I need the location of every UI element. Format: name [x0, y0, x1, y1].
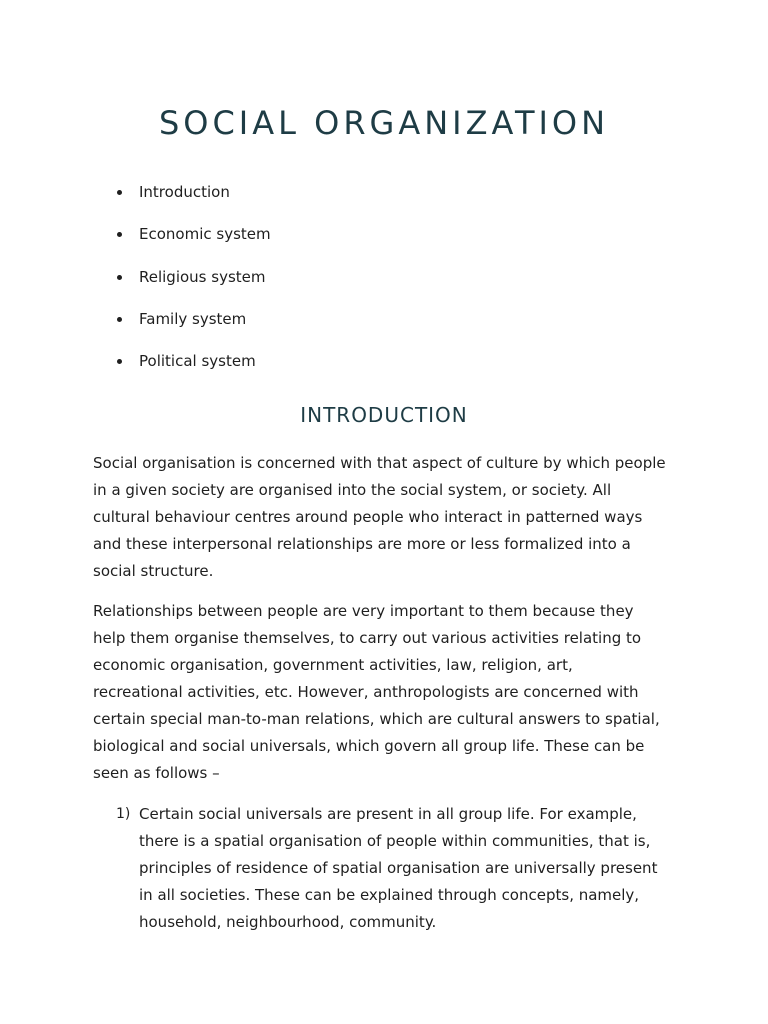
text-line: social structure.: [93, 562, 214, 580]
bullet-icon: [117, 190, 122, 195]
numbered-item-text: [139, 801, 699, 936]
list-item-label: Introduction: [139, 183, 230, 201]
list-item: [139, 266, 271, 288]
text-line: economic organisation, government activities, law, religion, art,: [93, 656, 573, 674]
list-item-label: Political system: [139, 352, 256, 371]
text-line: certain special man-to-man relations, which are cultural answers to spatial,: [93, 710, 660, 728]
text-line: seen as follows –: [93, 764, 220, 782]
text-line: there is a spatial organisation of people within communities, that is,: [139, 832, 651, 850]
list-item: [139, 181, 271, 203]
list-item-label: Economic system: [139, 225, 271, 244]
text-line: cultural behaviour centres around people who interact in patterned ways: [93, 508, 643, 526]
bullet-icon: [117, 232, 122, 237]
text-line: household, neighbourhood, community.: [139, 913, 437, 931]
intro-paragraph-1: [93, 450, 693, 585]
list-number: 1): [116, 806, 131, 822]
text-line: in all societies. These can be explained through concepts, namely,: [139, 886, 640, 904]
text-line: principles of residence of spatial organisation are universally present: [139, 859, 658, 877]
list-item: [139, 308, 271, 330]
text-line: help them organise themselves, to carry out various activities relating to: [93, 629, 642, 647]
page-title: SOCIAL ORGANIZATION: [158, 104, 610, 142]
text-line: recreational activities, etc. However, anthropologists are concerned with: [93, 683, 639, 701]
list-item-label: Family system: [139, 309, 247, 328]
topic-list: [139, 181, 271, 392]
bullet-icon: [117, 317, 122, 322]
bullet-icon: [117, 359, 122, 364]
text-line: biological and social universals, which govern all group life. These can be: [93, 737, 645, 755]
list-item-label: Religious system: [139, 267, 266, 286]
text-line: Social organisation is concerned with that aspect of culture by which people: [93, 454, 666, 472]
text-line: and these interpersonal relationships are more or less formalized into a: [93, 535, 631, 553]
text-line: in a given society are organised into the social system, or society. All: [93, 481, 612, 499]
list-item: [139, 350, 271, 372]
list-item: [139, 223, 271, 245]
intro-paragraph-2: [93, 598, 693, 787]
section-heading: INTRODUCTION: [300, 403, 468, 427]
text-line: Certain social universals are present in all group life. For example,: [139, 805, 637, 823]
text-line: Relationships between people are very important to them because they: [93, 602, 634, 620]
bullet-icon: [117, 275, 122, 280]
